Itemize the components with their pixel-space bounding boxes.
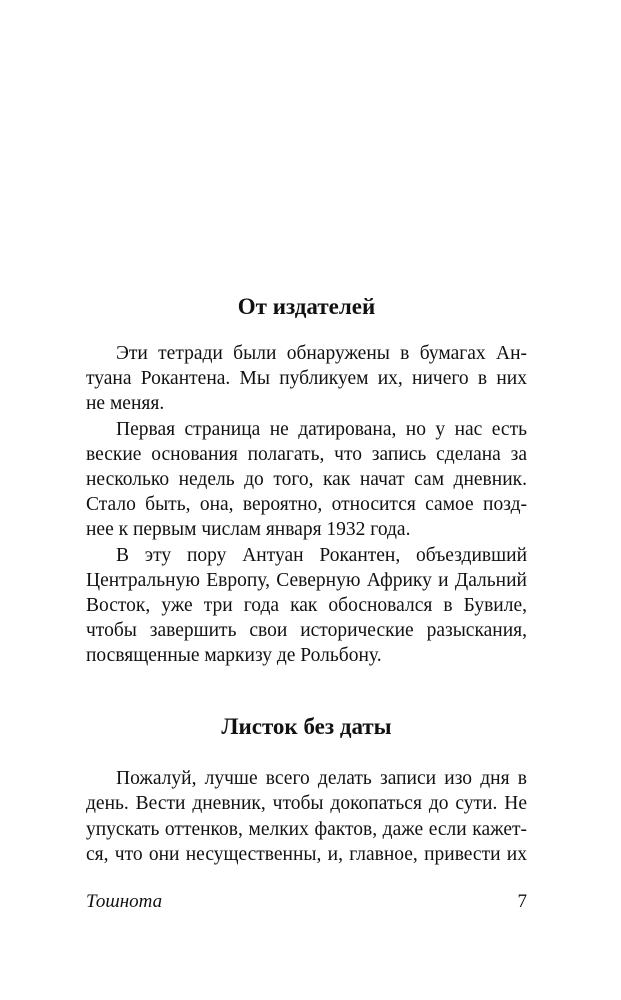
text-line: Пожалуй, лучше всего делать записи изо дня в [116, 768, 527, 789]
text-line: Эти тетради были обнаружены в бумагах Ан- [116, 343, 527, 364]
section-heading: Листок без даты [221, 714, 392, 739]
text-line: упускать оттенков, мелких фактов, даже если кажет- [86, 819, 527, 840]
text-line: несколько недель до того, как начат сам дневник. [86, 469, 527, 490]
section-heading: От издателей [237, 294, 376, 319]
text-line: Первая страница не датирована, но у нас есть [116, 419, 527, 440]
text-line: нее к первым числам января 1932 года. [86, 519, 411, 540]
text-line: туана Рокантена. Мы публикуем их, ничего в них [86, 368, 527, 389]
text-line: В эту пору Антуан Рокантен, объездивший [116, 545, 527, 566]
text-line: ся, что они несущественны, и, главное, привести их [86, 844, 527, 865]
text-line: чтобы завершить свои исторические разыскания, [86, 620, 527, 641]
text-line: Центральную Европу, Северную Африку и Дальний [86, 570, 527, 591]
running-title: Тошнота [86, 891, 163, 912]
page-number: 7 [517, 891, 527, 912]
text-line: Восток, уже три года как обосновался в Бувиле, [86, 595, 527, 616]
text-line: день. Вести дневник, чтобы докопаться до сути. Не [86, 793, 527, 814]
text-line: не меняя. [86, 393, 165, 414]
text-line: веские основания полагать, что запись сделана за [86, 444, 527, 465]
text-line: Стало быть, она, вероятно, относится самое позд- [86, 494, 527, 515]
text-line: посвященные маркизу де Рольбону. [86, 645, 382, 666]
